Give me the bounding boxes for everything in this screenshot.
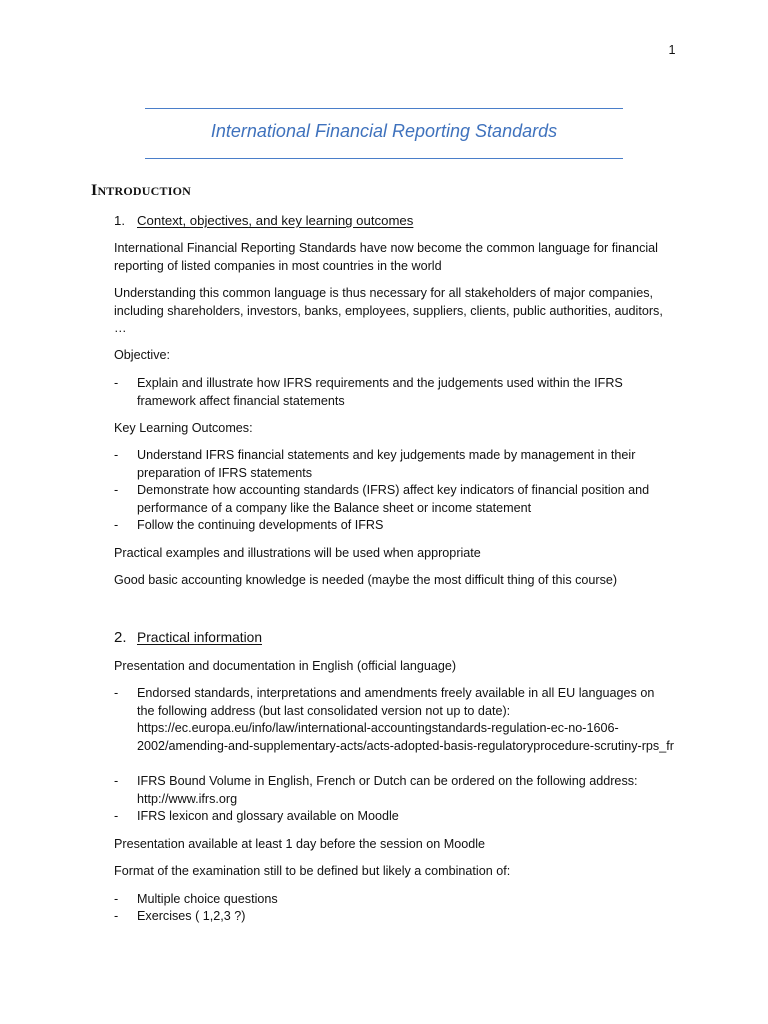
section-2-paragraph-2: Presentation available at least 1 day before the session on Moodle (114, 837, 486, 851)
exam-item (114, 891, 674, 909)
section-1-heading (114, 213, 413, 228)
section-2-paragraph-1: Presentation and documentation in English (official language) (114, 659, 457, 673)
heading-rest: NTRODUCTION (97, 184, 191, 198)
key-learning-outcomes-label: Key Learning Outcomes: (114, 421, 253, 435)
bullet-dash: - (114, 448, 119, 462)
title-bottom-rule (145, 158, 623, 159)
bullet-dash: - (114, 483, 119, 497)
page-number: 1 (668, 43, 676, 57)
section-2-paragraph-3: Format of the examination still to be defined but likely a combination of: (114, 864, 511, 878)
objective-item (114, 375, 674, 410)
bullet-dash: - (114, 909, 119, 923)
outcome-item-text: Follow the continuing developments of IFRS (137, 518, 384, 532)
outcome-item (114, 482, 674, 517)
document-title: International Financial Reporting Standards (210, 121, 558, 141)
outcome-item-text: Demonstrate how accounting standards (IFRS) affect key indicators of financial position and performance of a company like the Balance sheet or income statement (137, 483, 650, 515)
bullet-dash: - (114, 376, 119, 390)
section-2-number: 2. (114, 629, 127, 646)
section-heading (91, 182, 191, 200)
objective-item-text: Explain and illustrate how IFRS requirements and the judgements used within the IFRS framework affect financial statements (137, 376, 623, 408)
section-1-paragraph-4: Good basic accounting knowledge is needed (maybe the most difficult thing of this course) (114, 573, 618, 587)
practical-item-text: Endorsed standards, interpretations and amendments freely available in all EU languages on the following address (but last consolidated version not up to date): https://ec.europa.eu/info/law/international-accountingstandards-regulation-ec-no-1606-2002/amending-and-supplementary-acts/acts-adopted-basis-regulatoryprocedure-scrutiny-rps_fr (137, 686, 674, 753)
section-1-paragraph-3: Practical examples and illustrations will be used when appropriate (114, 546, 481, 560)
practical-item (114, 808, 674, 826)
practical-item-text: IFRS Bound Volume in English, French or Dutch can be ordered on the following address: http://www.ifrs.org (137, 774, 638, 806)
section-1-number: 1. (114, 213, 125, 228)
section-1-paragraph-2: Understanding this common language is thus necessary for all stakeholders of major companies, including shareholders, investors, banks, employees, suppliers, clients, public authorities, auditors, … (114, 286, 663, 335)
bullet-dash: - (114, 809, 119, 823)
section-2-title: Practical information (137, 630, 262, 645)
bullet-dash: - (114, 892, 119, 906)
section-1-title: Context, objectives, and key learning outcomes (137, 213, 414, 228)
section-1-paragraph-1: International Financial Reporting Standards have now become the common language for financial reporting of listed companies in most countries in the world (114, 241, 658, 273)
outcome-item (114, 447, 674, 482)
bullet-dash: - (114, 686, 119, 700)
bullet-dash: - (114, 774, 119, 788)
practical-item-text: IFRS lexicon and glossary available on Moodle (137, 809, 399, 823)
heading-initial: I (91, 182, 98, 199)
practical-item (114, 773, 674, 808)
outcome-item (114, 517, 674, 535)
outcome-item-text: Understand IFRS financial statements and key judgements made by management in their preparation of IFRS statements (137, 448, 636, 480)
practical-item (114, 685, 674, 755)
title-top-rule (145, 108, 623, 109)
exam-item-text: Multiple choice questions (137, 892, 278, 906)
objective-label: Objective: (114, 348, 170, 362)
bullet-dash: - (114, 518, 119, 532)
exam-item (114, 908, 674, 926)
section-2-heading (114, 629, 262, 646)
exam-item-text: Exercises ( 1,2,3 ?) (137, 909, 246, 923)
